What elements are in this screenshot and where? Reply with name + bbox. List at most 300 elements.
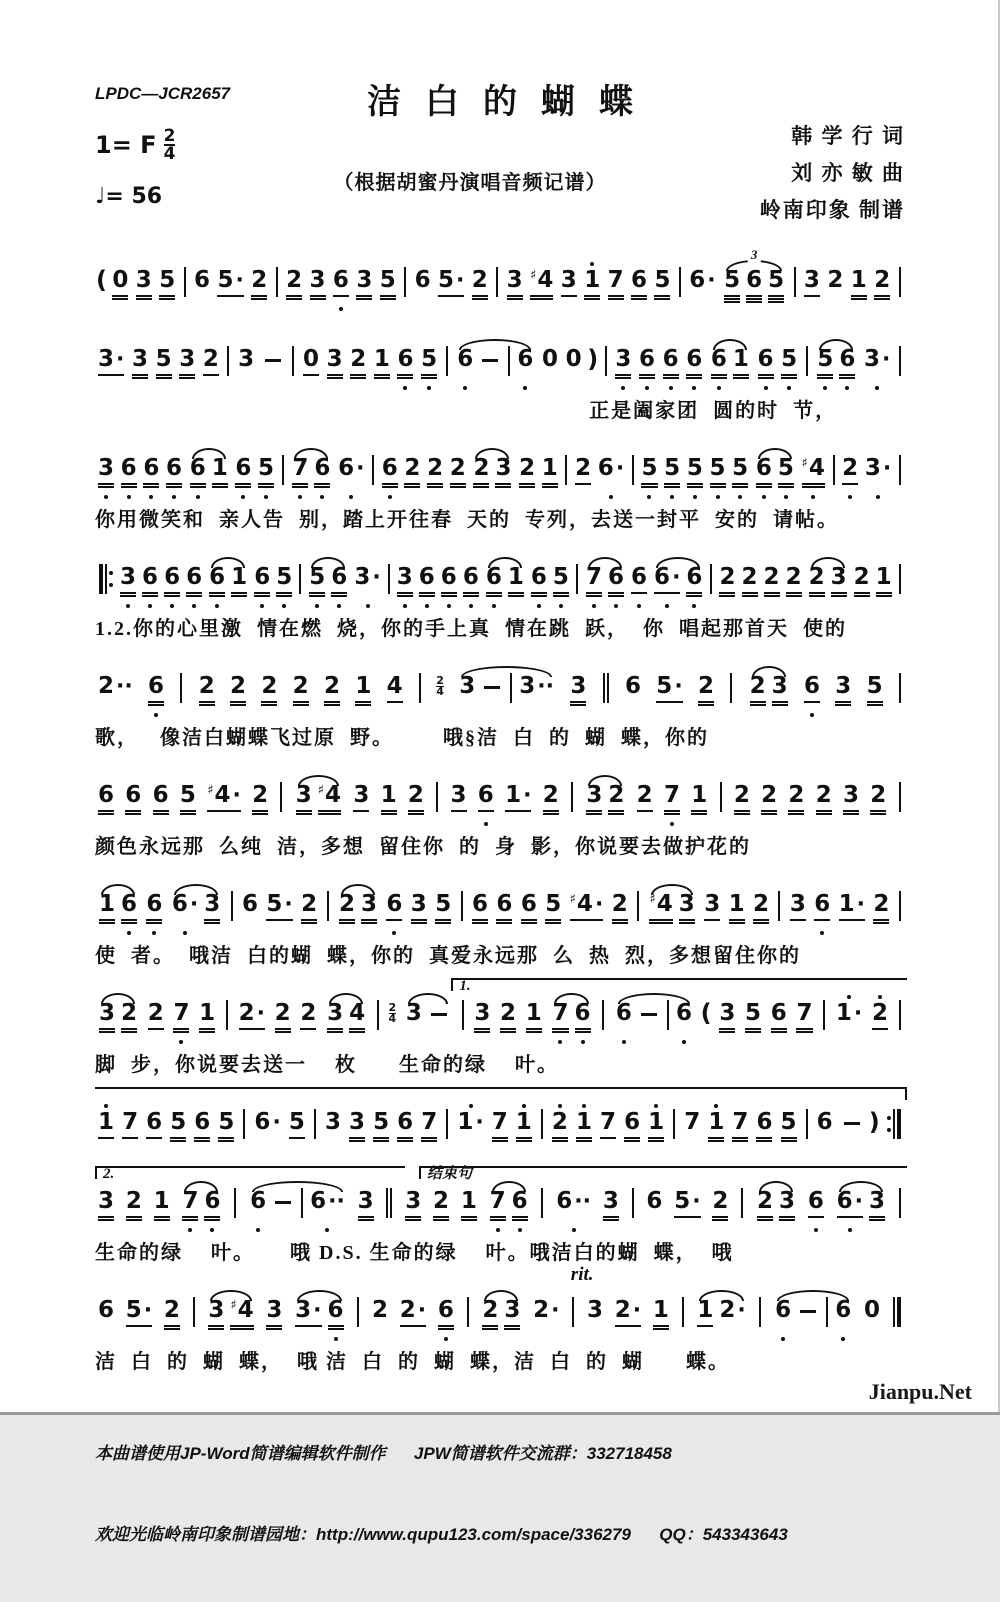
note bbox=[696, 665, 716, 718]
beam-lines bbox=[400, 1325, 426, 1334]
note-digit: 6 bbox=[194, 1109, 211, 1135]
beam-lines bbox=[495, 483, 511, 492]
octave-dot-high bbox=[575, 992, 591, 1000]
beam-line bbox=[507, 295, 523, 297]
note-digit: 6· bbox=[338, 455, 365, 481]
beam-line bbox=[121, 919, 137, 921]
octave-dot-low bbox=[126, 1225, 142, 1233]
note-digit: ♯4 bbox=[317, 782, 342, 808]
beam-lines bbox=[310, 1216, 345, 1225]
beam-line bbox=[292, 483, 308, 485]
note bbox=[730, 1101, 750, 1154]
beam-line bbox=[608, 295, 624, 297]
octave-dot-high bbox=[126, 1289, 152, 1297]
octave-dot-low bbox=[556, 1225, 591, 1233]
octave-dot-high bbox=[758, 338, 774, 346]
beam-line bbox=[148, 701, 164, 703]
note bbox=[776, 447, 796, 500]
inline-time-signature bbox=[436, 676, 444, 697]
beam-line bbox=[786, 592, 802, 594]
octave-dot-high bbox=[289, 1101, 305, 1109]
octave-dot-low bbox=[457, 383, 473, 391]
note-digit: 3 bbox=[405, 1000, 422, 1026]
beam-lines bbox=[325, 1137, 341, 1146]
octave-dot-low bbox=[310, 1225, 345, 1233]
octave-dot-high bbox=[250, 1180, 266, 1188]
beam-line bbox=[349, 1137, 365, 1139]
octave-dot-high bbox=[180, 774, 196, 782]
octave-dot-high bbox=[864, 1289, 880, 1297]
octave-dot-high bbox=[411, 883, 427, 891]
beam-line bbox=[814, 919, 830, 921]
low-dot bbox=[670, 822, 674, 826]
note-digit: 2 bbox=[404, 455, 421, 481]
lyrics-line: 正是阖家团 圆的时 节， bbox=[589, 400, 838, 422]
beam-lines bbox=[125, 810, 141, 819]
slur-arc bbox=[482, 556, 528, 609]
beam-lines bbox=[121, 483, 137, 492]
beam-line bbox=[143, 486, 159, 488]
note-digit: 1 bbox=[648, 1109, 665, 1135]
beam-line bbox=[405, 1216, 421, 1218]
note-digit: 3 bbox=[504, 1297, 521, 1323]
note bbox=[236, 338, 256, 391]
beam-lines bbox=[482, 1325, 498, 1334]
note bbox=[457, 665, 477, 718]
beam-lines bbox=[768, 295, 784, 304]
beam-lines bbox=[512, 1216, 528, 1225]
beam-line bbox=[148, 1028, 164, 1030]
barline bbox=[730, 673, 732, 703]
beam-line bbox=[519, 483, 535, 485]
note-digit: 2 bbox=[252, 782, 269, 808]
note bbox=[519, 883, 539, 936]
beam-lines bbox=[164, 1325, 180, 1334]
beam-lines bbox=[556, 1216, 591, 1225]
note bbox=[96, 1289, 116, 1342]
beam-line bbox=[382, 483, 398, 485]
note bbox=[770, 665, 790, 718]
barline bbox=[605, 346, 607, 376]
note-digit: 3 bbox=[560, 267, 577, 293]
beam-line bbox=[545, 922, 561, 924]
barline bbox=[508, 346, 510, 376]
beam-line bbox=[208, 1325, 224, 1327]
note-digit: 5 bbox=[654, 267, 671, 293]
beam-line bbox=[835, 704, 851, 706]
beam-line bbox=[750, 701, 766, 703]
beam-line bbox=[648, 1140, 664, 1142]
beam-line bbox=[142, 595, 158, 597]
note-digit: 2 bbox=[301, 891, 318, 917]
beam-lines bbox=[238, 374, 254, 383]
note-digit: ♯4· bbox=[207, 782, 241, 808]
note bbox=[646, 1101, 666, 1154]
low-dot bbox=[518, 1228, 522, 1232]
note-digit: 2 bbox=[449, 455, 466, 481]
octave-dot-high bbox=[230, 665, 246, 673]
note-digit: 3 bbox=[495, 455, 512, 481]
beam-lines bbox=[172, 919, 198, 928]
beam-line bbox=[612, 922, 628, 924]
beam-line bbox=[698, 704, 714, 706]
beam-lines bbox=[276, 592, 292, 601]
footer-site-info: 欢迎光临岭南印象制谱园地：http://www.qupu123.com/space/336279 QQ：543343643 bbox=[95, 1525, 788, 1544]
beam-line bbox=[778, 486, 794, 488]
octave-dot-low bbox=[876, 601, 892, 609]
beam-line bbox=[212, 483, 228, 485]
octave-dot-low bbox=[142, 601, 158, 609]
barline bbox=[446, 1109, 448, 1139]
octave-dot-low bbox=[608, 819, 624, 827]
low-dot bbox=[339, 307, 343, 311]
beam-line bbox=[697, 1325, 713, 1327]
octave-dot-low bbox=[261, 710, 277, 718]
note-digit: 1 bbox=[652, 1297, 669, 1323]
beam-line bbox=[496, 922, 512, 924]
augmentation-dot: · bbox=[313, 1298, 322, 1323]
beam-lines bbox=[421, 1137, 437, 1146]
octave-dot-low bbox=[472, 928, 488, 936]
beam-line bbox=[734, 810, 750, 812]
octave-dot-low bbox=[325, 1146, 341, 1154]
octave-dot-low bbox=[757, 1225, 773, 1233]
octave-dot-high bbox=[356, 259, 372, 267]
note bbox=[449, 774, 469, 827]
octave-dot-low bbox=[616, 1037, 632, 1045]
note bbox=[325, 338, 345, 391]
beam-line bbox=[530, 298, 553, 300]
note-digit: 5 bbox=[745, 1000, 762, 1026]
octave-dot-high bbox=[122, 1101, 138, 1109]
beam-line bbox=[441, 592, 457, 594]
beam-lines bbox=[786, 592, 802, 601]
note bbox=[299, 883, 319, 936]
beam-line bbox=[349, 1031, 365, 1033]
note bbox=[870, 992, 890, 1045]
repeat-dot bbox=[109, 583, 113, 587]
octave-dot-low bbox=[397, 601, 413, 609]
note bbox=[252, 1101, 282, 1154]
barline-group bbox=[893, 1297, 901, 1327]
note bbox=[717, 556, 737, 609]
note-digit: 6 bbox=[209, 564, 226, 590]
note bbox=[216, 1101, 236, 1154]
beam-lines bbox=[190, 483, 206, 492]
note bbox=[471, 447, 491, 500]
beam-lines bbox=[98, 701, 133, 710]
note-digit: 1 bbox=[525, 1000, 542, 1026]
beam-lines bbox=[648, 1137, 664, 1146]
octave-dot-high bbox=[408, 774, 424, 782]
beam-line bbox=[542, 483, 558, 485]
note bbox=[685, 447, 705, 500]
barline bbox=[541, 1109, 543, 1139]
beam-line bbox=[461, 1216, 477, 1218]
octave-dot-low bbox=[827, 304, 843, 312]
note bbox=[146, 992, 166, 1045]
augmentation-dot: · bbox=[882, 347, 891, 372]
beam-line bbox=[314, 486, 330, 488]
octave-dot-low bbox=[450, 492, 466, 500]
octave-dot-low bbox=[405, 1225, 421, 1233]
octave-dot-high bbox=[869, 1180, 885, 1188]
beam-line bbox=[261, 704, 277, 706]
octave-dot-low bbox=[327, 1037, 343, 1045]
note-digit: 6 bbox=[803, 673, 820, 699]
note bbox=[461, 556, 481, 609]
barline bbox=[280, 782, 282, 812]
beam-line bbox=[519, 486, 535, 488]
octave-dot-low bbox=[433, 1225, 449, 1233]
octave-dot-high bbox=[553, 556, 569, 564]
low-dot bbox=[875, 386, 879, 390]
octave-dot-high bbox=[204, 1180, 220, 1188]
octave-dot-high bbox=[753, 883, 769, 891]
octave-dot-low bbox=[296, 819, 312, 827]
beam-line bbox=[463, 592, 479, 594]
footer-software-info: 本曲谱使用JP-Word简谱编辑软件制作 JPW简谱软件交流群：332718458 bbox=[95, 1444, 672, 1463]
octave-dot-high bbox=[438, 259, 464, 267]
beam-line bbox=[289, 1137, 305, 1139]
octave-dot-low bbox=[781, 1146, 797, 1154]
beam-lines bbox=[570, 919, 604, 928]
beam-lines bbox=[486, 592, 502, 601]
beam-line bbox=[490, 1219, 506, 1221]
note-digit: 6 bbox=[397, 346, 414, 372]
beam-line bbox=[373, 1140, 389, 1142]
note bbox=[197, 992, 217, 1045]
beam-line bbox=[136, 298, 152, 300]
beam-lines bbox=[314, 483, 330, 492]
note bbox=[622, 1101, 642, 1154]
note-digit: 2 bbox=[286, 267, 303, 293]
octave-dot-low bbox=[516, 1146, 532, 1154]
octave-dot-low bbox=[120, 601, 136, 609]
beam-line bbox=[303, 374, 319, 376]
note-digit: 2· bbox=[719, 1297, 746, 1323]
thick-barline bbox=[99, 564, 103, 594]
barline bbox=[184, 267, 186, 297]
beam-line bbox=[521, 919, 537, 921]
octave-dot-high bbox=[575, 447, 591, 455]
beam-line bbox=[230, 1328, 253, 1330]
note bbox=[849, 259, 869, 312]
note bbox=[431, 1180, 451, 1233]
duration-dash bbox=[431, 1013, 447, 1016]
low-dot bbox=[692, 386, 696, 390]
lyrics-spacer bbox=[95, 312, 905, 321]
note-digit: 1 bbox=[355, 673, 372, 699]
beam-lines bbox=[380, 295, 396, 304]
note bbox=[380, 447, 400, 500]
augmentation-dot: · bbox=[284, 892, 293, 917]
note-digit: 6 bbox=[839, 346, 856, 372]
beam-line bbox=[126, 1325, 152, 1327]
beam-line bbox=[411, 919, 427, 921]
note-digit: 6 bbox=[624, 673, 641, 699]
slur-arc bbox=[292, 774, 345, 827]
beam-line bbox=[472, 295, 488, 297]
note-digit: 2 bbox=[338, 891, 355, 917]
beam-line bbox=[664, 486, 680, 488]
note bbox=[347, 992, 367, 1045]
beam-line bbox=[711, 377, 727, 379]
beam-line bbox=[869, 1216, 885, 1218]
low-dot bbox=[349, 495, 353, 499]
octave-dot-low bbox=[372, 1334, 388, 1342]
beam-line bbox=[380, 295, 396, 297]
beam-lines bbox=[686, 374, 702, 383]
note bbox=[192, 1101, 212, 1154]
note-digit: 7 bbox=[684, 1109, 701, 1135]
note bbox=[835, 1180, 865, 1233]
note bbox=[398, 1289, 428, 1342]
beam-lines bbox=[598, 483, 624, 492]
octave-dot-high bbox=[492, 1101, 508, 1109]
beam-line bbox=[204, 1216, 220, 1218]
barline bbox=[637, 891, 639, 921]
beam-line bbox=[164, 592, 180, 594]
octave-dot-high bbox=[310, 259, 326, 267]
note-digit: 0 bbox=[112, 267, 129, 293]
note bbox=[788, 883, 808, 936]
music-system-11 bbox=[95, 1264, 905, 1374]
barline bbox=[510, 673, 512, 703]
octave-dot-low bbox=[333, 304, 349, 312]
note-digit: ♯4 bbox=[530, 267, 554, 293]
note-digit: 3 bbox=[396, 564, 413, 590]
beam-line bbox=[753, 919, 769, 921]
note bbox=[762, 556, 782, 609]
note-digit: 1 bbox=[380, 782, 397, 808]
octave-dot-high bbox=[732, 1101, 748, 1109]
beam-line bbox=[570, 704, 586, 706]
beam-line bbox=[293, 704, 309, 706]
beam-lines bbox=[603, 1216, 619, 1225]
barline bbox=[388, 564, 390, 594]
note-digit: 3 bbox=[98, 455, 115, 481]
octave-dot-high bbox=[404, 447, 420, 455]
octave-dot-low bbox=[199, 1037, 215, 1045]
beam-lines bbox=[711, 374, 727, 383]
beam-line bbox=[373, 1137, 389, 1139]
note bbox=[470, 259, 490, 312]
low-dot bbox=[298, 495, 302, 499]
beam-line bbox=[873, 922, 889, 924]
beam-line bbox=[543, 810, 559, 812]
beam-lines bbox=[719, 1325, 745, 1334]
note-digit: 2·· bbox=[98, 673, 133, 699]
note bbox=[502, 1289, 522, 1342]
note-digit: 2 bbox=[853, 564, 870, 590]
octave-dot-high bbox=[836, 992, 862, 1000]
beam-line bbox=[301, 919, 317, 921]
beam-lines bbox=[303, 374, 319, 383]
octave-dot-low bbox=[615, 1334, 641, 1342]
low-dot bbox=[215, 604, 219, 608]
beam-line bbox=[450, 486, 466, 488]
beam-lines bbox=[301, 919, 317, 928]
beam-line bbox=[872, 1028, 888, 1030]
low-dot bbox=[325, 1228, 329, 1232]
octave-dot-high bbox=[381, 774, 397, 782]
note bbox=[378, 259, 398, 312]
beam-line bbox=[254, 595, 270, 597]
note-digit: 6 bbox=[254, 564, 271, 590]
note-digit: 2 bbox=[871, 1000, 888, 1026]
note bbox=[256, 447, 276, 500]
beam-lines bbox=[745, 1028, 761, 1037]
beam-lines bbox=[349, 1028, 365, 1037]
beam-line bbox=[778, 483, 794, 485]
octave-dot-high bbox=[612, 883, 628, 891]
beam-line bbox=[804, 295, 820, 297]
note bbox=[498, 992, 518, 1045]
beam-lines bbox=[98, 374, 124, 383]
octave-dot-high bbox=[814, 883, 830, 891]
octave-dot-high bbox=[457, 338, 473, 346]
note bbox=[601, 1180, 621, 1233]
beam-lines bbox=[142, 592, 158, 601]
beam-line bbox=[182, 1219, 198, 1221]
octave-dot-high bbox=[552, 1101, 568, 1109]
note bbox=[490, 1101, 510, 1154]
octave-dot-low bbox=[143, 492, 159, 500]
octave-dot-low bbox=[461, 1225, 477, 1233]
note bbox=[493, 447, 513, 500]
note-digit: 6 bbox=[477, 782, 494, 808]
beam-line bbox=[641, 486, 657, 488]
note-digit: 6 bbox=[98, 1297, 115, 1323]
note bbox=[336, 447, 366, 500]
note-digit: 6 bbox=[511, 1188, 528, 1214]
note bbox=[413, 259, 433, 312]
octave-dot-high bbox=[816, 774, 832, 782]
octave-dot-high bbox=[786, 556, 802, 564]
note-digit: 6 bbox=[686, 564, 703, 590]
octave-dot-high bbox=[507, 259, 523, 267]
octave-dot-high bbox=[724, 259, 740, 267]
octave-dot-high bbox=[327, 338, 343, 346]
slur-arc bbox=[469, 447, 515, 500]
beam-lines bbox=[459, 701, 475, 710]
octave-dot-high bbox=[867, 665, 883, 673]
beam-line bbox=[691, 810, 707, 812]
barline bbox=[372, 455, 374, 485]
beam-lines bbox=[817, 374, 833, 383]
lyrics-line: 生命的绿 叶。 哦 D.S. 生命的绿 叶。哦洁白的蝴 蝶， 哦 bbox=[95, 1242, 734, 1264]
note bbox=[802, 665, 822, 718]
augmentation-dot: · bbox=[372, 565, 381, 590]
beam-line bbox=[772, 704, 788, 706]
beam-line bbox=[419, 592, 435, 594]
octave-dot-high bbox=[387, 665, 403, 673]
tempo-marking: ♩= 56 bbox=[95, 184, 163, 209]
beam-line bbox=[212, 486, 228, 488]
octave-dot-low bbox=[746, 304, 762, 312]
octave-dot-low bbox=[121, 1037, 137, 1045]
octave-dot-low bbox=[146, 1146, 162, 1154]
note bbox=[406, 774, 426, 827]
low-dot bbox=[210, 1228, 214, 1232]
octave-dot-low bbox=[266, 928, 292, 936]
beam-line bbox=[112, 295, 128, 297]
beam-lines bbox=[753, 919, 769, 928]
octave-dot-low bbox=[98, 710, 133, 718]
beam-lines bbox=[126, 1325, 152, 1334]
beam-line bbox=[719, 1031, 735, 1033]
